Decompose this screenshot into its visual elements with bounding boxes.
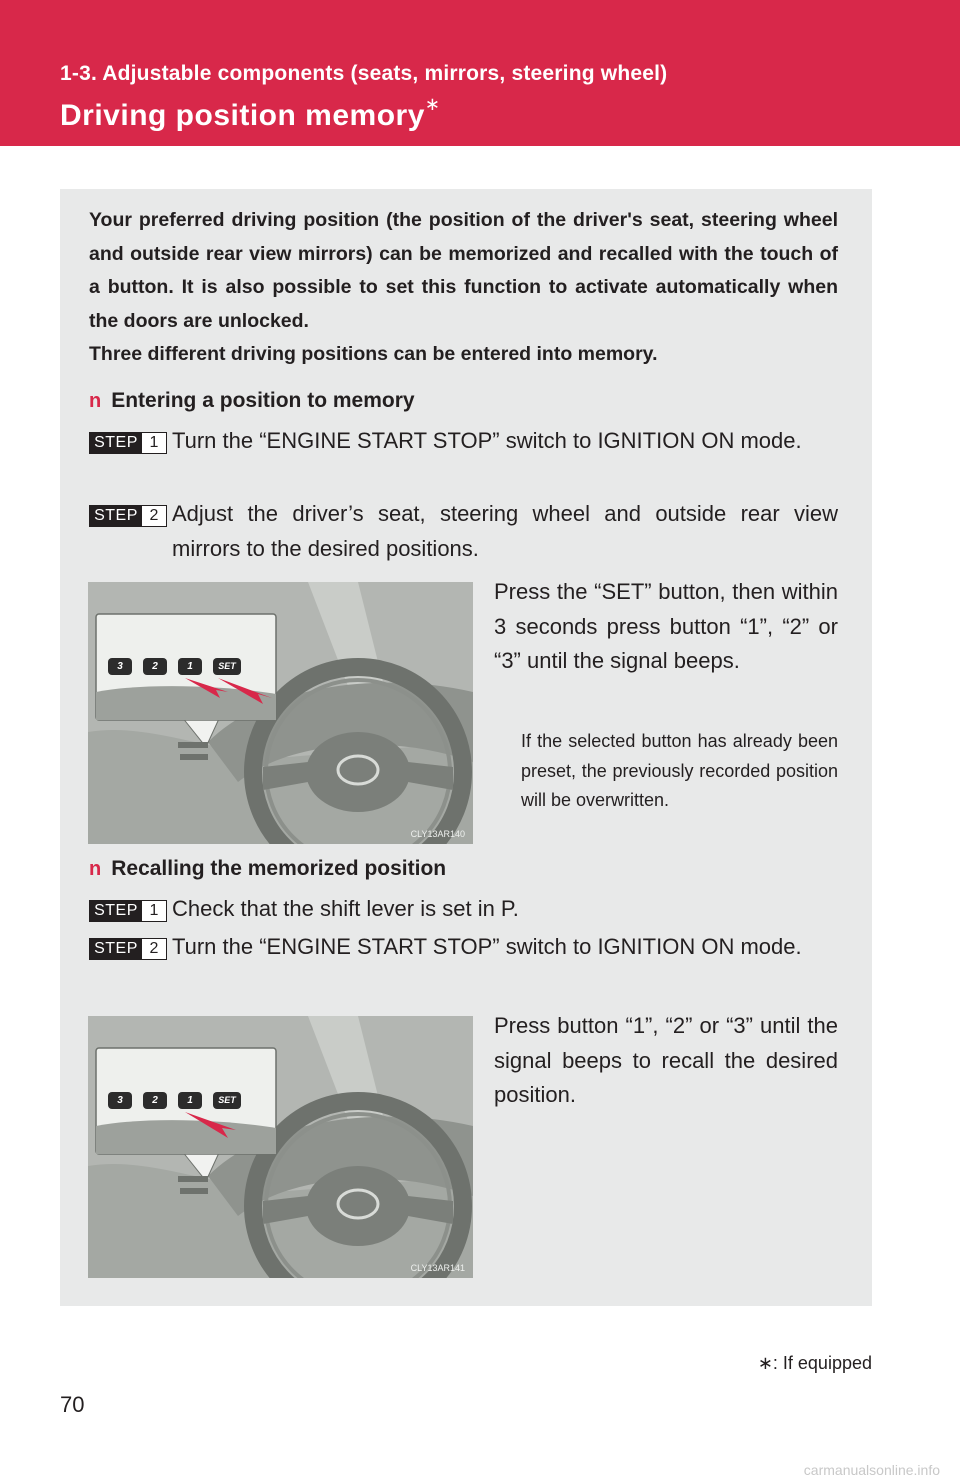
page-title bbox=[60, 94, 441, 133]
section-heading-text: Entering a position to memory bbox=[111, 389, 415, 412]
step-label: STEP bbox=[90, 939, 142, 959]
step-text: Turn the “ENGINE START STOP” switch to IGNITION ON mode. bbox=[172, 428, 802, 453]
memory-button-3: 3 bbox=[117, 661, 123, 672]
step-number: 1 bbox=[149, 434, 159, 451]
step-label: STEP bbox=[90, 901, 142, 921]
step-text: Press the “SET” button, then within 3 seconds press button “1”, “2” or “3” until the signal beeps. bbox=[494, 579, 838, 673]
step-label: STEP bbox=[90, 506, 142, 526]
watermark: carmanualsonline.info bbox=[803, 1462, 940, 1478]
section-heading-entering bbox=[89, 389, 415, 413]
step-text: Press button “1”, “2” or “3” until the signal beeps to recall the desired position. bbox=[494, 1013, 838, 1107]
figure-id: CLY13AR140 bbox=[410, 829, 465, 839]
step-text: Turn the “ENGINE START STOP” switch to IGNITION ON mode. bbox=[172, 934, 802, 959]
note-text: If the selected button has already been preset, the previously recorded position will be overwritten. bbox=[521, 731, 838, 810]
step-text: Check that the shift lever is set in P. bbox=[172, 896, 519, 921]
memory-button-2: 2 bbox=[152, 661, 158, 672]
step-number: 2 bbox=[149, 940, 159, 957]
step-label: STEP bbox=[90, 433, 142, 453]
intro-text bbox=[89, 204, 838, 372]
dashboard-illustration bbox=[88, 582, 473, 844]
step-badge bbox=[89, 938, 167, 960]
step-text: Adjust the driver’s seat, steering wheel and outside rear view mirrors to the desired positions. bbox=[172, 501, 838, 561]
memory-button-2: 2 bbox=[152, 1095, 158, 1106]
intro-paragraph-1: Your preferred driving position (the position of the driver's seat, steering wheel and outside rear view mirrors) can be memorized and recalled with the touch of a button. It is also possible to set this function to activate automatically when the doors are unlocked. bbox=[89, 209, 838, 332]
bullet-icon: n bbox=[89, 390, 102, 412]
step-number: 1 bbox=[149, 902, 159, 919]
chapter-header bbox=[0, 0, 960, 146]
bullet-icon: n bbox=[89, 858, 102, 880]
set-button: SET bbox=[218, 1095, 236, 1105]
figure-id: CLY13AR141 bbox=[410, 1263, 465, 1273]
memory-buttons-illustration-set bbox=[88, 582, 473, 844]
memory-buttons-illustration-recall bbox=[88, 1016, 473, 1278]
page-title-text: Driving position memory bbox=[60, 99, 425, 132]
section-heading-recalling bbox=[89, 857, 446, 881]
memory-button-1: 1 bbox=[187, 661, 193, 672]
memory-button-3: 3 bbox=[117, 1095, 123, 1106]
section-subtitle: 1-3. Adjustable components (seats, mirrors, steering wheel) bbox=[60, 62, 668, 85]
step-badge bbox=[89, 900, 167, 922]
if-equipped-mark: ∗ bbox=[424, 94, 441, 114]
set-button: SET bbox=[218, 661, 236, 671]
step-badge bbox=[89, 432, 167, 454]
memory-button-1: 1 bbox=[187, 1095, 193, 1106]
footnote: ∗: If equipped bbox=[757, 1353, 872, 1373]
step-badge bbox=[89, 505, 167, 527]
intro-paragraph-2: Three different driving positions can be entered into memory. bbox=[89, 343, 658, 365]
section-heading-text: Recalling the memorized position bbox=[111, 857, 447, 880]
page-number: 70 bbox=[60, 1392, 85, 1417]
step-number: 2 bbox=[149, 507, 159, 524]
dashboard-illustration bbox=[88, 1016, 473, 1278]
